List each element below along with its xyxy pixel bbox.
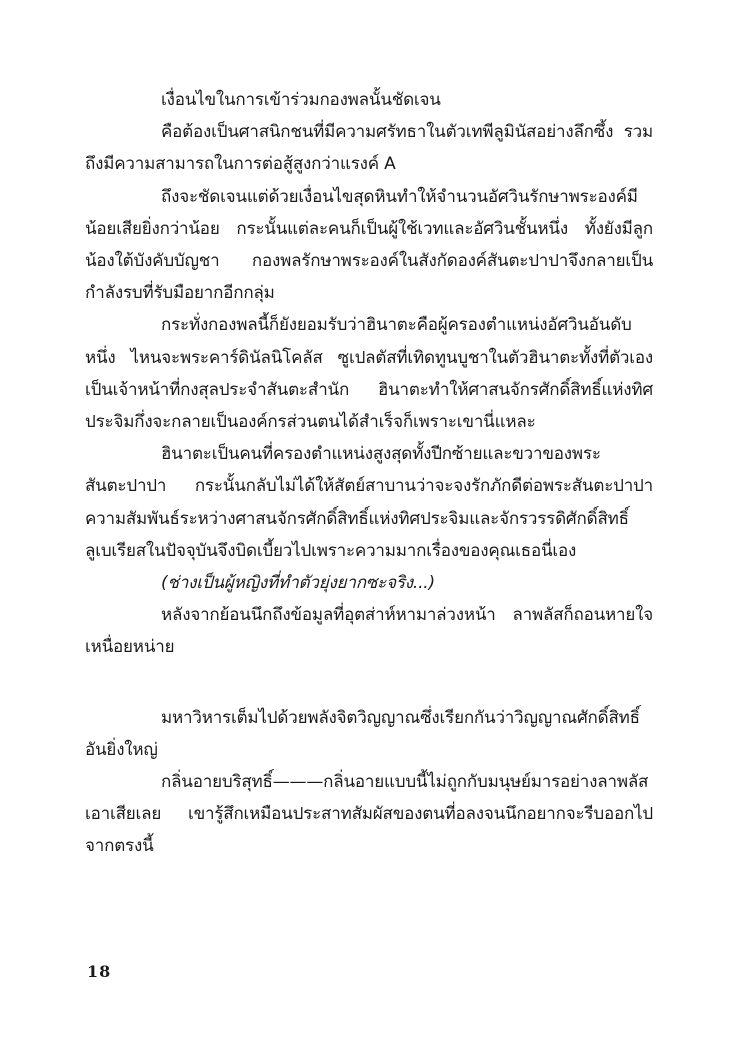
paragraph-8: มหาวิหารเต็มไปด้วยพลังจิตวิญญาณซึ่งเรียกกันว่าวิญญาณศักดิ์สิทธิ์อันยิ่งใหญ่ xyxy=(85,707,640,760)
page-number: 18 xyxy=(87,962,112,981)
body-text xyxy=(85,84,653,863)
section-break xyxy=(85,664,653,702)
paragraph-1: เงื่อนไขในการเข้าร่วมกองพลนั้นชัดเจน xyxy=(161,90,441,110)
paragraph-5: ฮินาตะเป็นคนที่ครองตำแหน่งสูงสุดทั้งปีกซ้ายและขวาของพระสันตะปาปา กระนั้นกลับไม่ได้ให้สัตย์สาบานว่าจะจงรักภักดีต่อพระสันตะปาปา ความสัมพันธ์ระหว่างศาสนจักรศักดิ์สิทธิ์แห่งทิศประจิมและจักรวรรดิศักดิ์สิทธิ์ลูเบเรียสในปัจจุบันจึงบิดเบี้ยวไปเพราะความมากเรื่องของคุณเธอนี่เอง xyxy=(85,444,653,561)
paragraph-9: กลิ่นอายบริสุทธิ์———กลิ่นอายแบบนี้ไม่ถูกกับมนุษย์มารอย่างลาพลัสเอาเสียเลย เขารู้สึกเหมือนประสาทสัมผัสของตนที่อลงจนนึกอยากจะรีบออกไปจากตรงนี้ xyxy=(85,772,653,857)
paragraph-2: คือต้องเป็นศาสนิกชนที่มีความศรัทธาในตัวเทพีลูมินัสอย่างลึกซึ้ง รวมถึงมีความสามารถในการต่อสู้สูงกว่าแรงค์ A xyxy=(85,122,653,175)
paragraph-4: กระทั่งกองพลนี้ก็ยังยอมรับว่าฮินาตะคือผู้ครองตำแหน่งอัศวินอันดับหนึ่ง ไหนจะพระคาร์ดินัลนิโคลัส ซูเปลตัสที่เทิดทูนบูชาในตัวฮินาตะทั้งที่ตัวเองเป็นเจ้าหน้าที่กงสุลประจำสันตะสำนัก ฮินาตะทำให้ศาสนจักรศักดิ์สิทธิ์แห่งทิศประจิมกึ่งจะกลายเป็นองค์กรส่วนตนได้สำเร็จก็เพราะเขานี่แหละ xyxy=(85,315,653,433)
paragraph-3: ถึงจะชัดเจนแต่ด้วยเงื่อนไขสุดหินทำให้จำนวนอัศวินรักษาพระองค์มีน้อยเสียยิ่งกว่าน้อย กระนั้นแต่ละคนก็เป็นผู้ใช้เวทและอัศวินชั้นหนึ่ง ทั้งยังมีลูกน้องใต้บังคับบัญชา กองพลรักษาพระองค์ในสังกัดองค์สันตะปาปาจึงกลายเป็นกำลังรบที่รับมือยากอีกกลุ่ม xyxy=(85,186,653,304)
paragraph-7: หลังจากย้อนนึกถึงข้อมูลที่อุตส่าห์หามาล่วงหน้า ลาพลัสก็ถอนหายใจเหนื่อยหน่าย xyxy=(85,605,653,658)
italic-thought: (ช่างเป็นผู้หญิงที่ทำตัวยุ่งยากซะจริง...) xyxy=(161,573,435,594)
